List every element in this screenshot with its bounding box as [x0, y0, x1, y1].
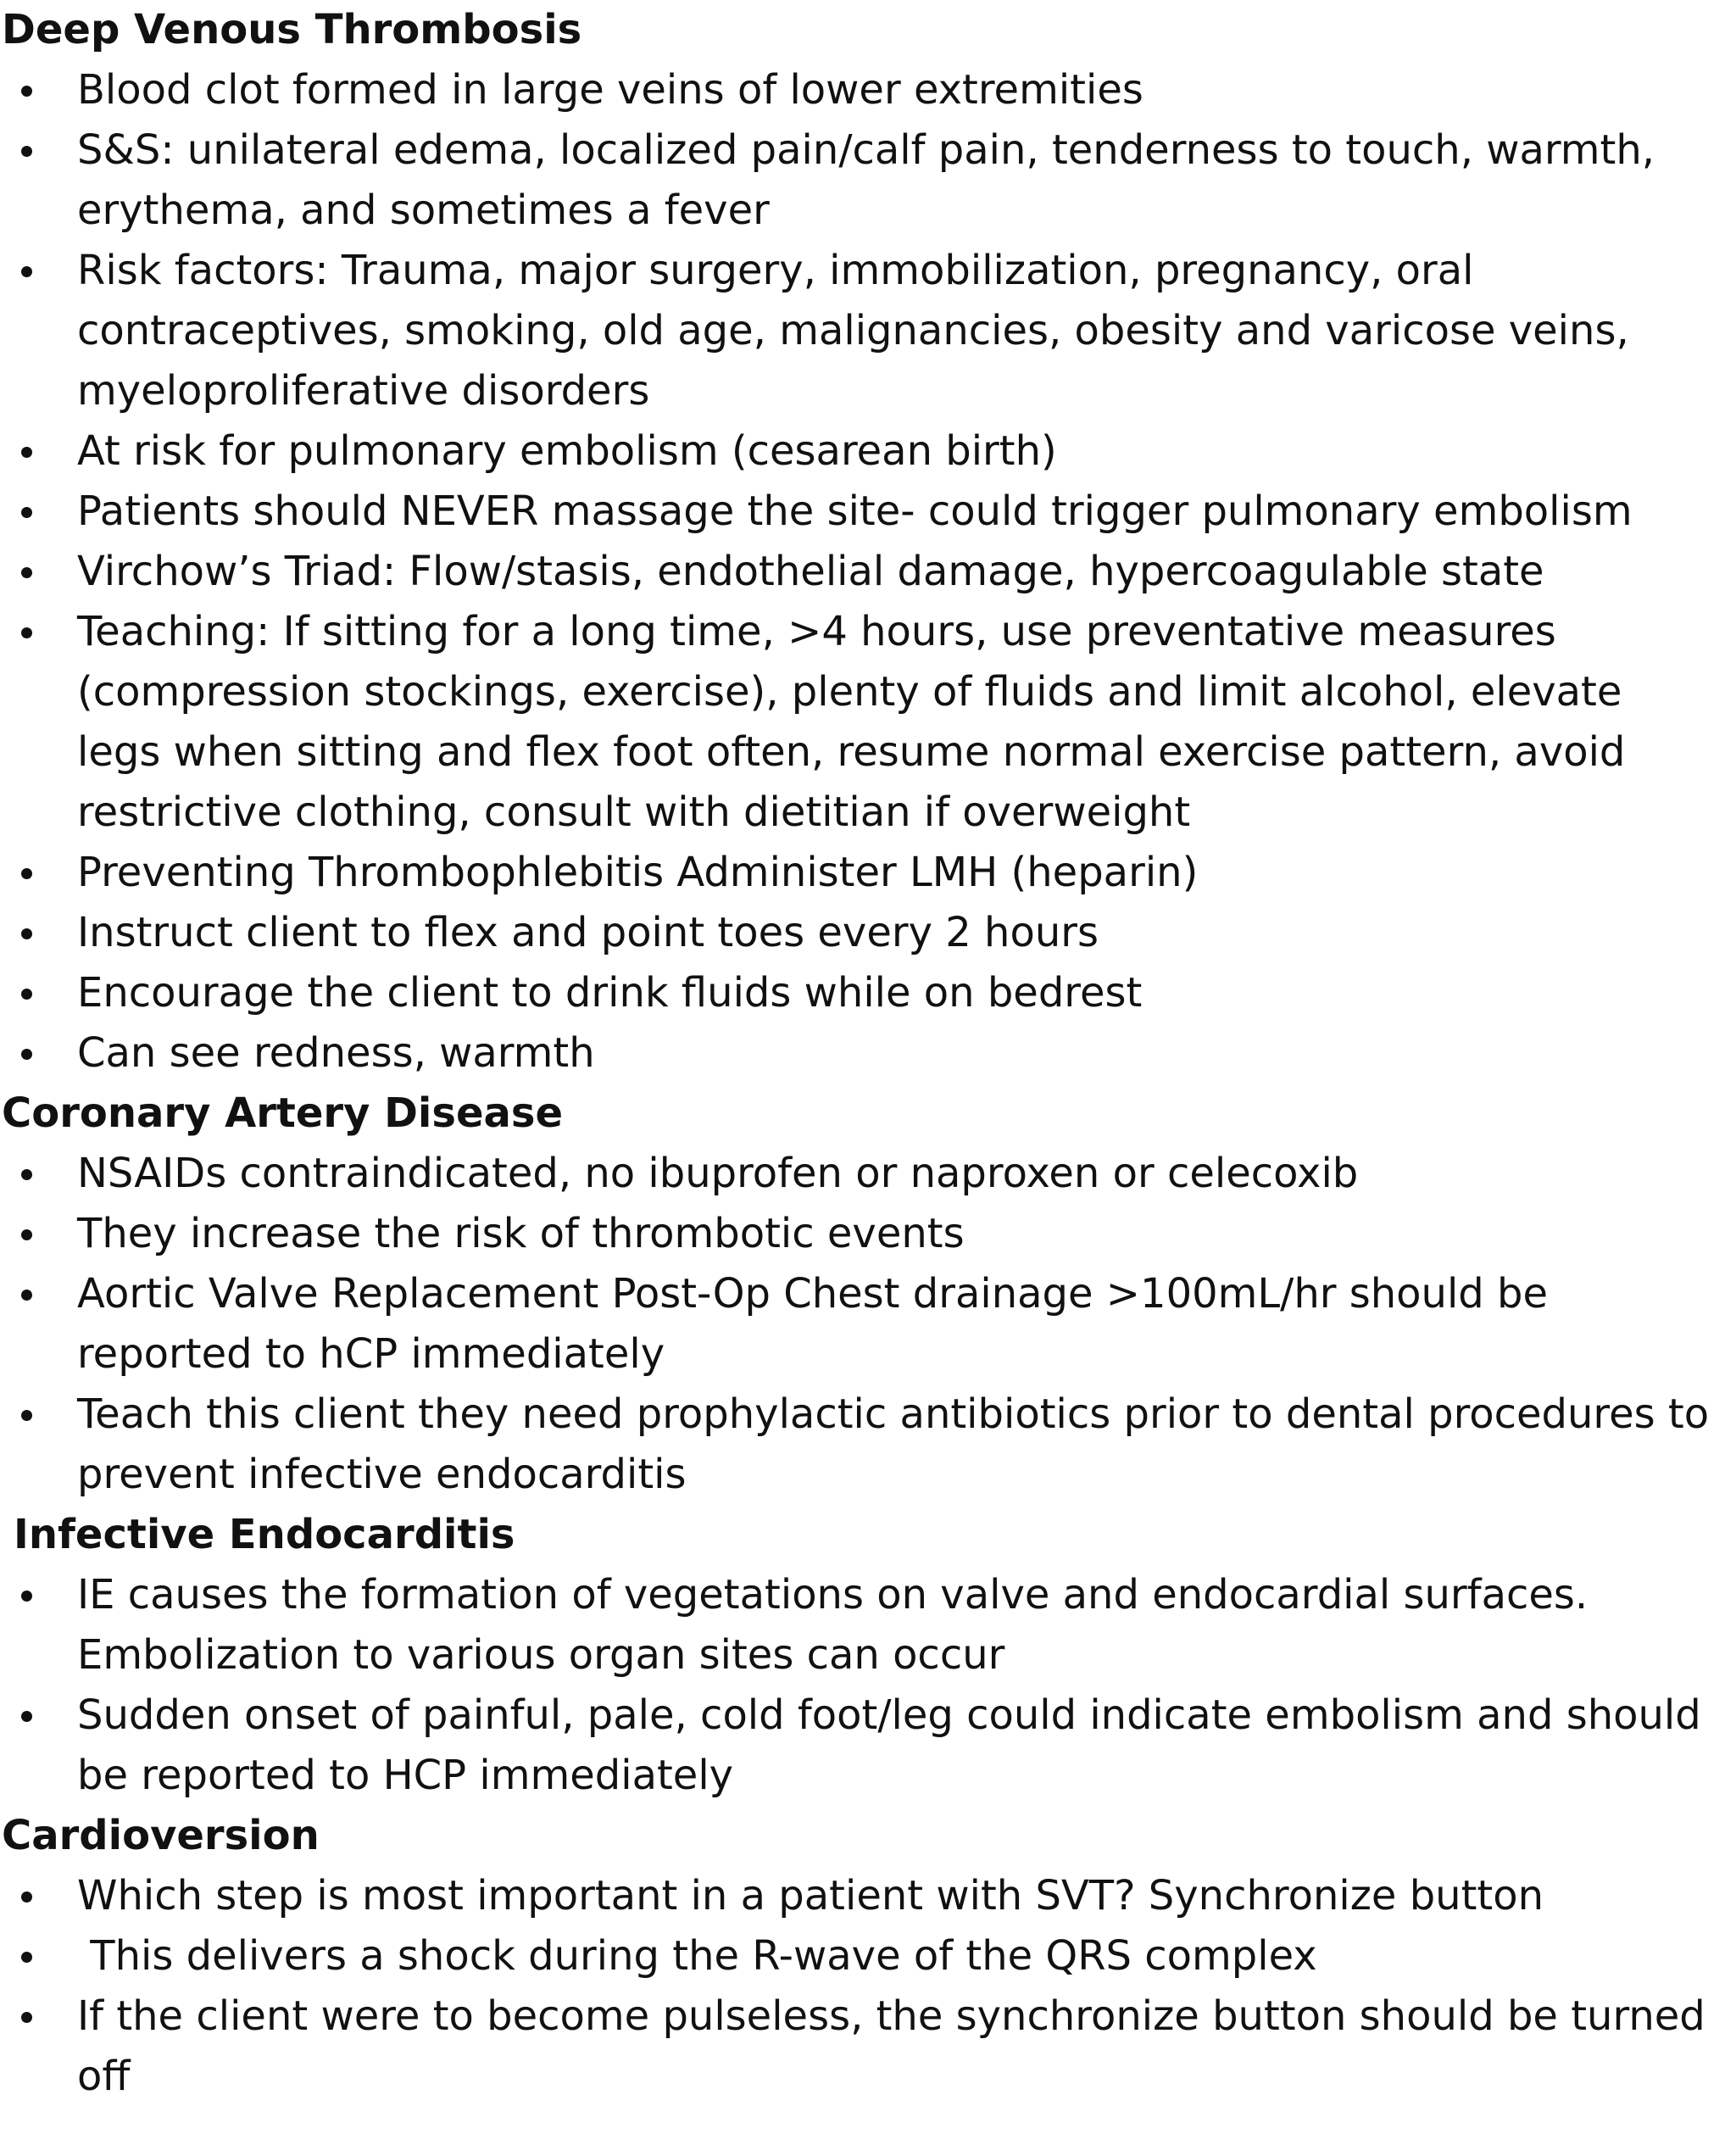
list-item — [0, 60, 1711, 120]
bullet-list — [0, 1866, 1719, 2107]
list-item-text: Preventing Thrombophlebitis Administer LMH (heparin) — [77, 849, 1199, 896]
list-item-text: Blood clot formed in large veins of lower extremities — [77, 66, 1143, 114]
bullet-list — [0, 60, 1711, 1084]
list-item-text: Sudden onset of painful, pale, cold foot/leg could indicate embolism and should be reported to HCP immediately — [77, 1691, 1714, 1799]
list-item — [0, 843, 1711, 903]
list-item-text: Aortic Valve Replacement Post-Op Chest drainage >100mL/hr should be reported to hCP immediately — [77, 1270, 1561, 1378]
section-cardioversion — [0, 1806, 1719, 2107]
list-item-text: S&S: unilateral edema, localized pain/calf pain, tenderness to touch, warmth, erythema, and sometimes a fever — [77, 126, 1668, 234]
list-item — [0, 241, 1711, 421]
list-item-text: Risk factors: Trauma, major surgery, immobilization, pregnancy, oral contraceptives, smoking, old age, malignancies, obesity and varicose veins, myeloproliferative disorders — [77, 247, 1642, 415]
list-item — [0, 542, 1711, 602]
section-infective-endocarditis — [0, 1505, 1714, 1806]
list-item — [0, 602, 1711, 843]
list-item — [0, 1685, 1714, 1806]
list-item-text: Patients should NEVER massage the site- could trigger pulmonary embolism — [77, 488, 1633, 535]
list-item — [0, 963, 1711, 1023]
section-deep-venous-thrombosis — [0, 0, 1711, 1084]
list-item — [0, 482, 1711, 542]
list-item-text: IE causes the formation of vegetations on valve and endocardial surfaces. Embolization to various organ sites can occur — [77, 1571, 1601, 1679]
list-item-text: If the client were to become pulseless, the synchronize button should be turned off — [77, 1992, 1719, 2100]
list-item-text: Virchow’s Triad: Flow/stasis, endothelial damage, hypercoagulable state — [77, 548, 1544, 595]
list-item — [0, 1986, 1719, 2107]
list-item — [0, 1144, 1711, 1204]
list-item — [0, 120, 1711, 241]
list-item — [0, 421, 1711, 482]
section-coronary-artery-disease — [0, 1084, 1722, 1505]
list-item — [0, 1565, 1711, 1685]
section-title: Infective Endocarditis — [14, 1511, 515, 1558]
list-item-text: Can see redness, warmth — [77, 1029, 595, 1077]
section-title: Cardioversion — [2, 1812, 320, 1859]
list-item — [0, 1866, 1711, 1926]
list-item-text: Instruct client to flex and point toes every 2 hours — [77, 909, 1099, 956]
list-item-text: At risk for pulmonary embolism (cesarean birth) — [77, 427, 1057, 475]
bullet-list — [0, 1144, 1722, 1505]
list-item-text: NSAIDs contraindicated, no ibuprofen or naproxen or celecoxib — [77, 1150, 1359, 1197]
list-item-text: Which step is most important in a patient with SVT? Synchronize button — [77, 1872, 1544, 1919]
list-item-text: They increase the risk of thrombotic events — [77, 1210, 965, 1257]
list-item-text: Teach this client they need prophylactic antibiotics prior to dental procedures to prevent infective endocarditis — [77, 1390, 1722, 1498]
section-title: Deep Venous Thrombosis — [2, 6, 582, 53]
list-item — [0, 1264, 1711, 1384]
list-item — [0, 1926, 1711, 1986]
list-item — [0, 1204, 1711, 1264]
list-item — [0, 1384, 1722, 1505]
list-item — [0, 903, 1711, 963]
list-item-text: Teaching: If sitting for a long time, >4 hours, use preventative measures (compression stockings, exercise), plenty of fluids and limit alcohol, elevate legs when sitting and flex foot often, resume normal exercise pattern, avoid restrictive clothing, consult with dietitian if overweight — [77, 608, 1639, 836]
list-item-text: This delivers a shock during the R-wave of the QRS complex — [77, 1932, 1317, 1980]
list-item — [0, 1023, 1711, 1084]
bullet-list — [0, 1565, 1714, 1806]
section-title: Coronary Artery Disease — [2, 1089, 564, 1137]
list-item-text: Encourage the client to drink fluids while on bedrest — [77, 969, 1143, 1017]
